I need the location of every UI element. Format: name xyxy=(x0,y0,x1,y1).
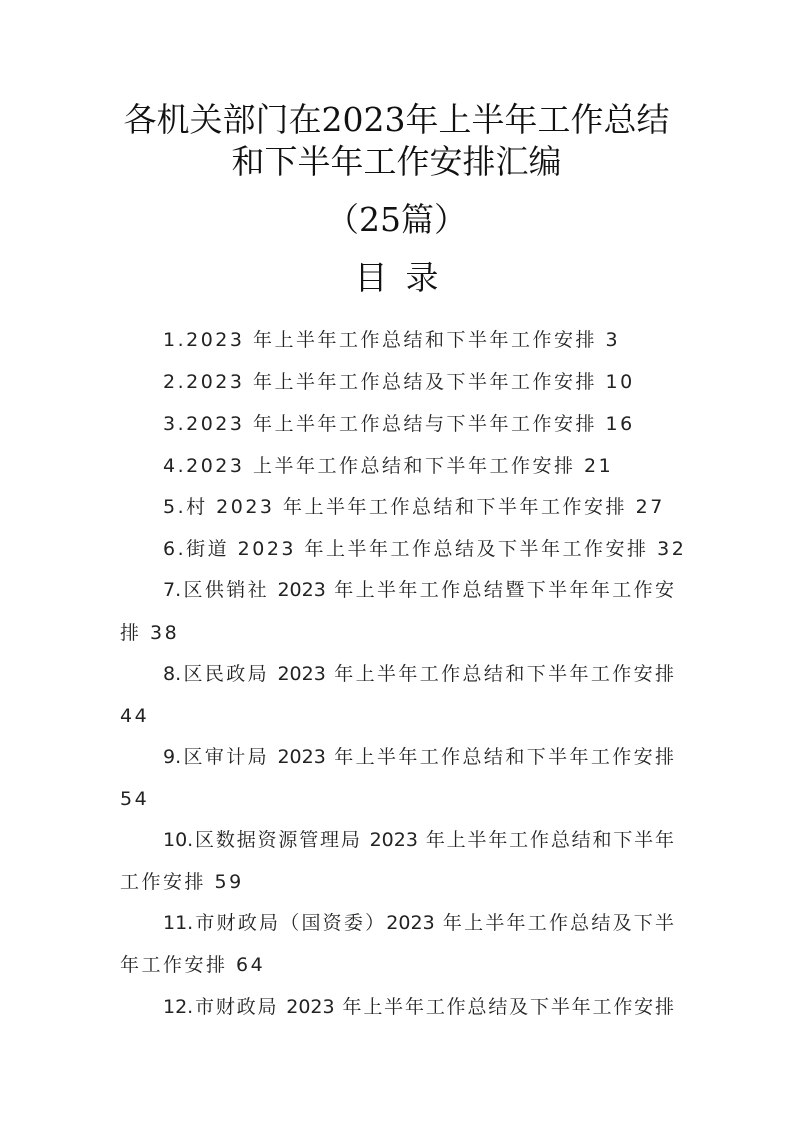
toc-entry-3[interactable]: 3.2023 年上半年工作总结与下半年工作安排 16 xyxy=(163,413,635,435)
document-title-line-2: 和下半年工作安排汇编 xyxy=(231,142,562,181)
toc-entry-10-continued[interactable]: 工作安排 59 xyxy=(120,871,244,893)
toc-entry-6[interactable]: 6.街道 2023 年上半年工作总结及下半年工作安排 32 xyxy=(163,538,687,560)
toc-entry-8[interactable]: 8.区民政局 2023 年上半年工作总结和下半年工作安排 xyxy=(163,663,674,685)
toc-entry-8-continued[interactable]: 44 xyxy=(120,705,150,727)
toc-heading: 目录 xyxy=(354,258,457,297)
document-title-line-1: 各机关部门在2023年上半年工作总结 xyxy=(123,100,670,139)
toc-entry-2[interactable]: 2.2023 年上半年工作总结及下半年工作安排 10 xyxy=(163,371,635,393)
toc-entry-7-continued[interactable]: 排 38 xyxy=(120,622,180,644)
toc-entry-1[interactable]: 1.2023 年上半年工作总结和下半年工作安排 3 xyxy=(163,329,621,351)
document-title-count: （25篇） xyxy=(326,200,467,239)
toc-entry-12[interactable]: 12.市财政局 2023 年上半年工作总结及下半年工作安排 xyxy=(163,996,674,1018)
toc-entry-9-continued[interactable]: 54 xyxy=(120,788,150,810)
toc-entry-11-continued[interactable]: 年工作安排 64 xyxy=(120,954,266,976)
toc-entry-7[interactable]: 7.区供销社 2023 年上半年工作总结暨下半年年工作安 xyxy=(163,579,674,601)
toc-entry-4[interactable]: 4.2023 上半年工作总结和下半年工作安排 21 xyxy=(163,455,614,477)
toc-entry-10[interactable]: 10.区数据资源管理局 2023 年上半年工作总结和下半年 xyxy=(163,829,674,851)
toc-entry-11[interactable]: 11.市财政局（国资委）2023 年上半年工作总结及下半 xyxy=(163,912,674,934)
toc-entry-9[interactable]: 9.区审计局 2023 年上半年工作总结和下半年工作安排 xyxy=(163,746,674,768)
toc-entry-5[interactable]: 5.村 2023 年上半年工作总结和下半年工作安排 27 xyxy=(163,496,665,518)
